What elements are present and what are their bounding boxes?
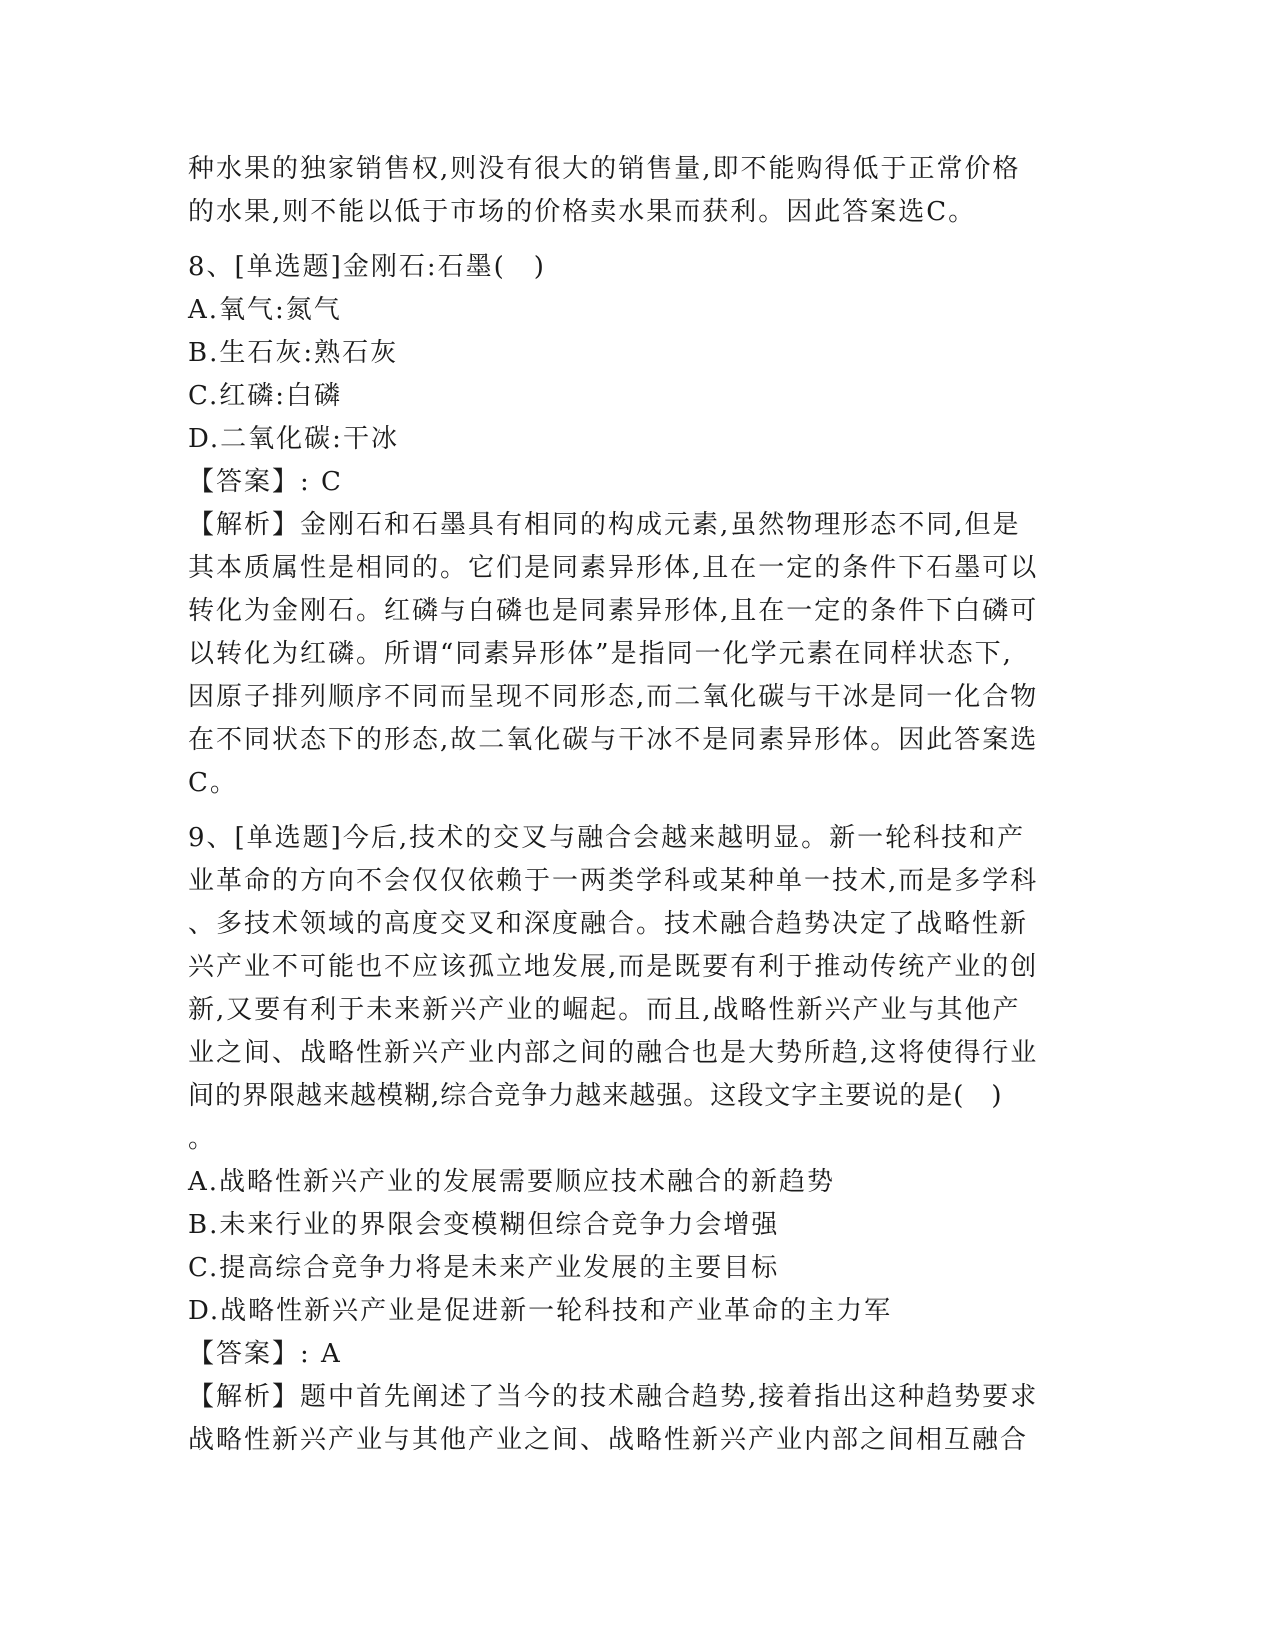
analysis-line: 其本质属性是相同的。它们是同素异形体,且在一定的条件下石墨可以	[188, 553, 1039, 583]
stem-line: 兴产业不可能也不应该孤立地发展,而是既要有利于推动传统产业的创	[188, 952, 1039, 982]
stem-line: 。	[188, 1124, 217, 1154]
analysis-block	[188, 1376, 1068, 1462]
analysis-line: C。	[188, 768, 238, 798]
analysis-line: 因原子排列顺序不同而呈现不同形态,而二氧化碳与干冰是同一化合物	[188, 682, 1039, 712]
text-line: 种水果的独家销售权,则没有很大的销售量,即不能购得低于正常价格	[188, 154, 1021, 184]
document-page	[188, 148, 1068, 1462]
question-9	[188, 817, 1068, 1462]
option-b: B.生石灰:熟石灰	[188, 338, 399, 368]
intro-paragraph	[188, 148, 1068, 234]
question-stem	[188, 817, 1068, 1161]
stem-line: 新,又要有利于未来新兴产业的崛起。而且,战略性新兴产业与其他产	[188, 995, 1021, 1025]
answer-line: 【答案】: A	[188, 1339, 342, 1369]
option-d: D.战略性新兴产业是促进新一轮科技和产业革命的主力军	[188, 1296, 893, 1326]
question-stem: 8、[单选题]金刚石:石墨( )	[188, 252, 546, 282]
stem-line: 间的界限越来越模糊,综合竞争力越来越强。这段文字主要说的是( )	[188, 1081, 1003, 1111]
option-a: A.氧气:氮气	[188, 295, 342, 325]
analysis-line: 【解析】金刚石和石墨具有相同的构成元素,虽然物理形态不同,但是	[188, 510, 1021, 540]
analysis-block	[188, 504, 1068, 805]
stem-line: 业革命的方向不会仅仅依赖于一两类学科或某种单一技术,而是多学科	[188, 866, 1039, 896]
answer-line: 【答案】: C	[188, 467, 343, 497]
analysis-line: 战略性新兴产业与其他产业之间、战略性新兴产业内部之间相互融合	[188, 1425, 1029, 1455]
stem-line: 、多技术领域的高度交叉和深度融合。技术融合趋势决定了战略性新	[188, 909, 1029, 939]
option-c: C.提高综合竞争力将是未来产业发展的主要目标	[188, 1253, 780, 1283]
question-8	[188, 246, 1068, 805]
analysis-line: 以转化为红磷。所谓“同素异形体”是指同一化学元素在同样状态下,	[188, 639, 1013, 669]
stem-line: 业之间、战略性新兴产业内部之间的融合也是大势所趋,这将使得行业	[188, 1038, 1039, 1068]
text-line: 的水果,则不能以低于市场的价格卖水果而获利。因此答案选C。	[188, 197, 977, 227]
option-b: B.未来行业的界限会变模糊但综合竞争力会增强	[188, 1210, 780, 1240]
analysis-line: 在不同状态下的形态,故二氧化碳与干冰不是同素异形体。因此答案选	[188, 725, 1039, 755]
option-d: D.二氧化碳:干冰	[188, 424, 399, 454]
analysis-line: 转化为金刚石。红磷与白磷也是同素异形体,且在一定的条件下白磷可	[188, 596, 1039, 626]
analysis-line: 【解析】题中首先阐述了当今的技术融合趋势,接着指出这种趋势要求	[188, 1382, 1039, 1412]
stem-line: 9、[单选题]今后,技术的交叉与融合会越来越明显。新一轮科技和产	[188, 823, 1026, 853]
option-c: C.红磷:白磷	[188, 381, 342, 411]
option-a: A.战略性新兴产业的发展需要顺应技术融合的新趋势	[188, 1167, 836, 1197]
